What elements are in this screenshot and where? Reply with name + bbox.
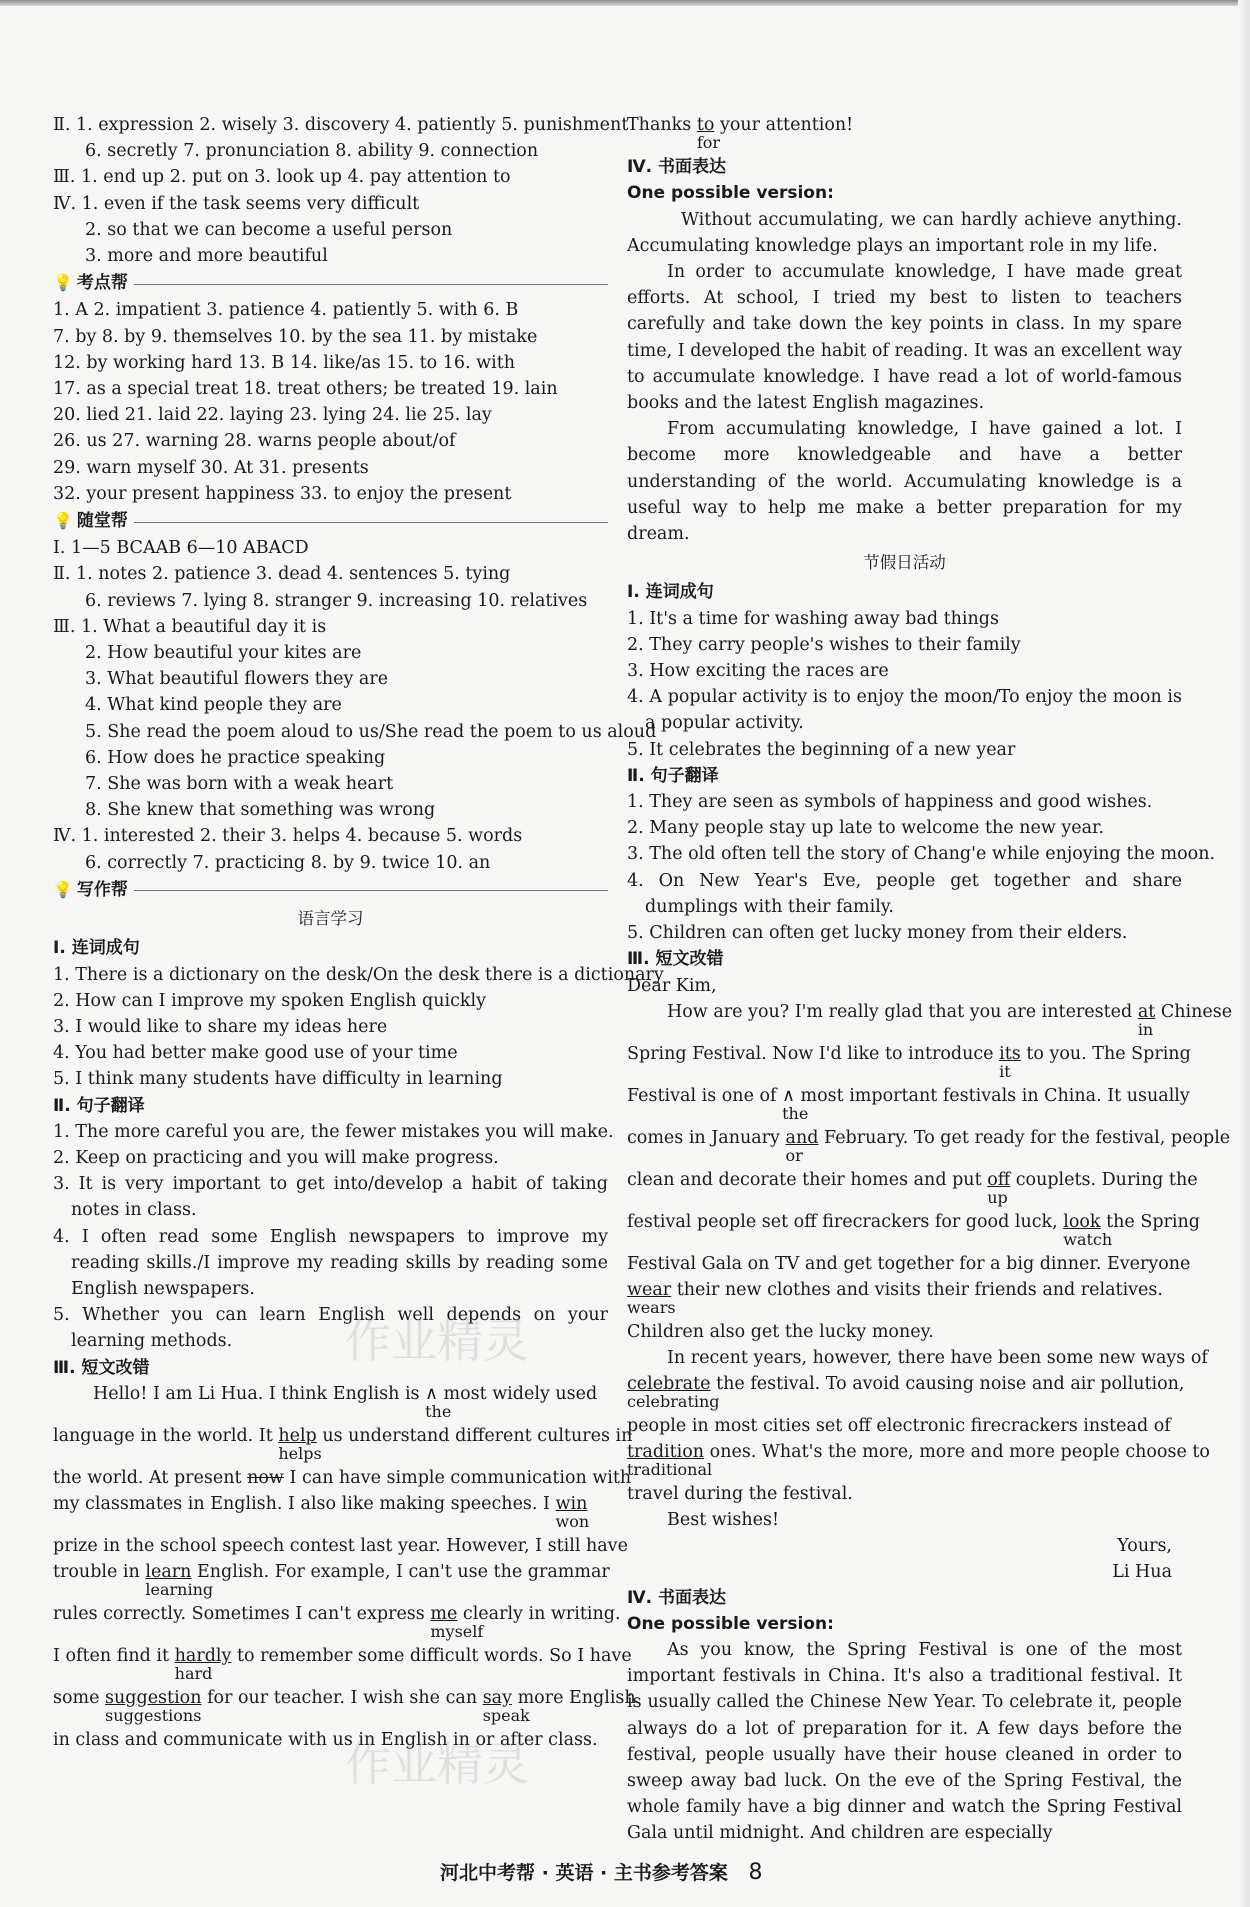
essay-paragraph: From accumulating knowledge, I have gained a lot. I become more knowledgeable and have a better understanding of the world. Accumulating knowledge is a useful way to help me make a better preparation for my dream.	[627, 419, 1182, 545]
answer-line: 17. as a special treat 18. treat others; be treated 19. lain	[53, 379, 558, 400]
text: Best wishes!	[667, 1509, 779, 1530]
exercise-title: Ⅱ. 句子翻译	[627, 765, 719, 786]
section-header-kaodian	[53, 270, 608, 296]
text: most important festivals in China. It usually	[800, 1085, 1190, 1106]
watermark: 作业精灵	[345, 1314, 529, 1368]
text: Dear Kim,	[627, 975, 717, 996]
text: the festival. To avoid causing noise and air pollution,	[716, 1373, 1185, 1394]
answer-line: 8. She knew that something was wrong	[85, 800, 436, 821]
text: Chinese	[1160, 1001, 1233, 1022]
answer-line: 2. Keep on practicing and you will make progress.	[53, 1147, 499, 1168]
text: to you. The Spring	[1026, 1043, 1191, 1064]
error-word: at	[1137, 1001, 1156, 1022]
text: I often find it	[53, 1645, 170, 1666]
version-label: One possible version:	[627, 1613, 834, 1634]
answer-line: Ⅳ. 1. interested 2. their 3. helps 4. because 5. words	[53, 826, 523, 847]
text: clearly in writing.	[462, 1603, 621, 1624]
watermark: 作业精灵	[345, 1737, 529, 1791]
error-word: off	[987, 1169, 1011, 1190]
error-word: to	[696, 115, 715, 135]
text: I can have simple communication with	[289, 1467, 632, 1488]
essay-paragraph: In order to accumulate knowledge, I have made great efforts. At school, I tried my best to listen to teachers carefully and take down the key points in class. In my spare time, I developed the habit of reading. It was an excellent way to accumulate knowledge. I have read a lot of world-famous books and the latest English magazines.	[627, 262, 1182, 414]
top-rule	[0, 0, 1250, 6]
text: couplets. During the	[1015, 1169, 1198, 1190]
answer-line: 2. How beautiful your kites are	[85, 643, 362, 664]
answer-line: 5. I think many students have difficulty in learning	[53, 1069, 503, 1090]
text: Festival is one of	[627, 1085, 777, 1106]
correction: hard	[174, 1663, 213, 1683]
answer-line: 3. more and more beautiful	[85, 246, 328, 267]
answer-line: 3. The old often tell the story of Chang'e while enjoying the moon.	[627, 844, 1216, 865]
answer-line: 5. Whether you can learn English well depends on your learning methods.	[53, 1305, 608, 1352]
text: my classmates in English. I also like making speeches. I	[53, 1493, 550, 1514]
text: How are you? I'm really glad that you are interested	[667, 1001, 1133, 1022]
error-correction-passage: Dear Kim, How are you? I'm really glad that you are interested $\frac{at}{in}$ Chinese Spring Festival. Now I'd like to introduce its it to you. The Spring Festival is one of ∧ the most important festivals in China. It usually comes in January and or February. To get ready for the festival, people clean and decorate their homes and put off up couplets. During the festival people set off firecrackers for good luck, look watch the Spring Festival Gala on TV and get together for a big dinner. Everyone wear wears their new clothes and visits their friends and relatives. Children also get the lucky money. In recent years, however, there have been some new ways of celebrate celebrating the festival. To avoid causing noise and air pollution, people in most cities set off electronic firecrackers instead of tradition traditional ones. What's the more, more and more people choose to travel during the festival. Best wishes! Yours, Li Hua	[627, 973, 1182, 1585]
answer-line: 3. It is very important to get into/develop a habit of taking notes in class.	[53, 1174, 608, 1221]
answer-line: Ⅲ. 1. end up 2. put on 3. look up 4. pay attention to	[53, 167, 511, 188]
answer-line: 3. How exciting the races are	[627, 661, 889, 682]
exercise-title: Ⅳ. 书面表达	[627, 1587, 727, 1608]
subsection-title: 语言学习	[297, 909, 364, 929]
lightbulb-icon: 💡	[53, 879, 73, 899]
text: people in most cities set off electronic firecrackers instead of	[627, 1415, 1171, 1436]
answer-line: 5. Children can often get lucky money from their elders.	[627, 923, 1128, 944]
correction: traditional	[627, 1459, 713, 1479]
essay	[627, 1637, 1182, 1847]
footer-title: 河北中考帮 · 英语 · 主书参考答案	[440, 1862, 728, 1884]
text: more English	[517, 1687, 636, 1708]
correction: in	[1137, 1019, 1154, 1039]
text: for our teacher. I wish she can	[207, 1687, 478, 1708]
subsection-title: 节假日活动	[863, 553, 946, 573]
correction: for	[696, 133, 721, 152]
answer-line: 32. your present happiness 33. to enjoy the present	[53, 483, 512, 504]
text: to remember some difficult words. So I have	[236, 1645, 632, 1666]
text: February. To get ready for the festival, people	[824, 1127, 1231, 1148]
text: most widely used	[443, 1383, 598, 1404]
lightbulb-icon: 💡	[53, 273, 73, 293]
section-title: 随堂帮	[76, 511, 128, 532]
text: clean and decorate their homes and put	[627, 1169, 982, 1190]
error-word: learn	[145, 1561, 192, 1582]
correction: won	[555, 1511, 590, 1531]
text: the Spring	[1106, 1211, 1200, 1232]
exercise-title: Ⅰ. 连词成句	[627, 582, 714, 603]
answer-line: 1. They are seen as symbols of happiness and good wishes.	[627, 792, 1153, 813]
correction: watch	[1063, 1229, 1113, 1249]
text: ones. What's the more, more and more people choose to	[709, 1441, 1210, 1462]
version-label: One possible version:	[627, 183, 834, 204]
answer-line: 6. secretly 7. pronunciation 8. ability 9. connection	[85, 141, 539, 162]
answer-line: 2. They carry people's wishes to their family	[627, 634, 1021, 655]
text: rules correctly. Sometimes I can't express	[53, 1603, 425, 1624]
text: Festival Gala on TV and get together for a big dinner. Everyone	[627, 1253, 1191, 1274]
answer-line: 3. What beautiful flowers they are	[85, 669, 389, 690]
error-word: tradition	[627, 1441, 705, 1462]
section-title: 考点帮	[76, 273, 128, 294]
answer-line: 4. You had better make good use of your time	[53, 1043, 458, 1064]
signature: Li Hua	[1112, 1561, 1172, 1582]
section-title: 写作帮	[76, 879, 128, 900]
correction: the	[425, 1401, 452, 1421]
exercise-title: Ⅳ. 书面表达	[627, 157, 727, 178]
answer-line: 4. On New Year's Eve, people get together and share dumplings with their family.	[627, 870, 1182, 917]
text: Thanks	[627, 115, 692, 135]
correction: speak	[482, 1705, 530, 1725]
correction: up	[987, 1187, 1008, 1207]
text: In recent years, however, there have been some new ways of	[667, 1347, 1208, 1368]
deleted-word: now	[247, 1467, 284, 1488]
signature: Yours,	[1117, 1535, 1172, 1556]
answer-line: 5. It celebrates the beginning of a new year	[627, 739, 1016, 760]
answer-line: 2. How can I improve my spoken English quickly	[53, 990, 487, 1011]
text: comes in January	[627, 1127, 780, 1148]
error-word: suggestion	[105, 1687, 202, 1708]
essay-paragraph: As you know, the Spring Festival is one of the most important festivals in China. It's also a traditional festival. It is usually called the Chinese New Year. To celebrate it, people always do a lot of preparation for it. A few days before the festival, people usually have their house cleaned in order to sweep away bad luck. On the eve of the Spring Festival, the whole family have a big dinner and watch the Spring Festival Gala until midnight. And children are especially	[627, 1639, 1182, 1844]
answer-line: 4. I often read some English newspapers to improve my reading skills./I improve my reading skills by reading some English newspapers.	[53, 1226, 608, 1299]
error-word: look	[1063, 1211, 1101, 1232]
error-correction-passage: Hello! I am Li Hua. I think English is ∧ the most widely used language in the world. It help helps us understand different cultures in the world. At present now I can have simple communication with my classmates in English. I also like making speeches. I win won prize in the school speech contest last year. However, I still have trouble in learn learning English. For example, I can't use the grammar rules correctly. Sometimes I can't express me myself clearly in writing. I often find it hardly hard to remember some difficult words. So I have some suggestion suggestions for our teacher. I wish she can say speak more English in class and communicate with us in English in or after class.	[53, 1381, 608, 1753]
answer-line: 4. What kind people they are	[85, 695, 342, 716]
error-word: win	[555, 1493, 588, 1514]
essay	[627, 207, 1182, 548]
answer-line: 29. warn myself 30. At 31. presents	[53, 457, 369, 478]
answer-line: 6. reviews 7. lying 8. stranger 9. increasing 10. relatives	[85, 590, 588, 611]
answer-line: Ⅳ. 1. even if the task seems very difficult	[53, 193, 420, 214]
exercise-title: Ⅲ. 短文改错	[53, 1357, 150, 1378]
answer-line: 3. I would like to share my ideas here	[53, 1016, 388, 1037]
text: their new clothes and visits their friends and relatives.	[676, 1279, 1163, 1300]
answer-line: 2. Many people stay up late to welcome the new year.	[627, 818, 1105, 839]
error-word: help	[278, 1425, 317, 1446]
page-edge	[1238, 0, 1250, 1907]
error-word: its	[999, 1043, 1021, 1064]
text: us understand different cultures in	[322, 1425, 633, 1446]
answer-line: 5. She read the poem aloud to us/She read the poem to us aloud	[85, 721, 657, 742]
correction: celebrating	[627, 1391, 720, 1411]
answer-line: 7. She was born with a weak heart	[85, 774, 394, 795]
text: prize in the school speech contest last year. However, I still have	[53, 1535, 628, 1556]
essay-paragraph: Without accumulating, we can hardly achieve anything. Accumulating knowledge plays an important role in my life.	[627, 209, 1182, 256]
text: festival people set off firecrackers for good luck,	[627, 1211, 1058, 1232]
text: your attention!	[719, 115, 854, 135]
text: travel during the festival.	[627, 1483, 853, 1504]
error-word: me	[430, 1603, 458, 1624]
correction: helps	[278, 1443, 322, 1463]
error-word: wear	[627, 1279, 672, 1300]
answer-line: 7. by 8. by 9. themselves 10. by the sea 11. by mistake	[53, 326, 538, 347]
correction: suggestions	[105, 1705, 202, 1725]
error-word: say	[482, 1687, 512, 1708]
answer-line: Ⅱ. 1. expression 2. wisely 3. discovery 4. patiently 5. punishment	[53, 115, 629, 135]
answer-line: 1. A 2. impatient 3. patience 4. patiently 5. with 6. B	[53, 300, 519, 321]
section-header-suitang	[53, 508, 608, 534]
answer-line: 26. us 27. warning 28. warns people about/of	[53, 431, 456, 452]
correction: it	[999, 1061, 1011, 1081]
answer-line: 20. lied 21. laid 22. laying 23. lying 24. lie 25. lay	[53, 405, 492, 426]
answer-line: Ⅰ. 1—5 BCAAB 6—10 ABACD	[53, 538, 309, 559]
correction: wears	[627, 1297, 676, 1317]
answer-line: 6. How does he practice speaking	[85, 747, 386, 768]
text: language in the world. It	[53, 1425, 273, 1446]
page-number: 8	[748, 1860, 763, 1885]
text: trouble in	[53, 1561, 140, 1582]
correction: learning	[145, 1579, 214, 1599]
error-word: hardly	[174, 1645, 232, 1666]
text: Spring Festival. Now I'd like to introduce	[627, 1043, 994, 1064]
exercise-title: Ⅲ. 短文改错	[627, 949, 724, 970]
correction: or	[785, 1145, 803, 1165]
text: Hello! I am Li Hua. I think English is	[93, 1383, 420, 1404]
text: some	[53, 1687, 100, 1708]
answer-line: 2. so that we can become a useful person	[85, 219, 453, 240]
text: in class and communicate with us in English in or after class.	[53, 1729, 598, 1750]
error-word: celebrate	[627, 1373, 711, 1394]
exercise-title: Ⅱ. 句子翻译	[53, 1095, 145, 1116]
answer-line: Ⅱ. 1. notes 2. patience 3. dead 4. sentences 5. tying	[53, 564, 511, 585]
correction: myself	[430, 1621, 484, 1641]
answer-line: 1. There is a dictionary on the desk/On the desk there is a dictionary	[53, 964, 664, 985]
error-word: and	[785, 1127, 819, 1148]
answer-line: 4. A popular activity is to enjoy the moon/To enjoy the moon is a popular activity.	[627, 687, 1182, 734]
exercise-title: Ⅰ. 连词成句	[53, 938, 140, 959]
text: the world. At present	[53, 1467, 242, 1488]
lightbulb-icon: 💡	[53, 511, 73, 531]
right-column	[627, 112, 1233, 1847]
page-footer	[440, 1858, 763, 1885]
section-header-xiezuo	[53, 877, 608, 903]
text: Children also get the lucky money.	[627, 1321, 934, 1342]
correction: the	[782, 1103, 809, 1123]
text: English. For example, I can't use the grammar	[196, 1561, 610, 1582]
answer-line: Ⅲ. 1. What a beautiful day it is	[53, 616, 327, 637]
answer-line: 12. by working hard 13. B 14. like/as 15. to 16. with	[53, 352, 516, 373]
answer-line: 1. The more careful you are, the fewer mistakes you will make.	[53, 1121, 614, 1142]
answer-line: 1. It's a time for washing away bad things	[627, 608, 999, 629]
answer-line: 6. correctly 7. practicing 8. by 9. twice 10. an	[85, 852, 491, 873]
